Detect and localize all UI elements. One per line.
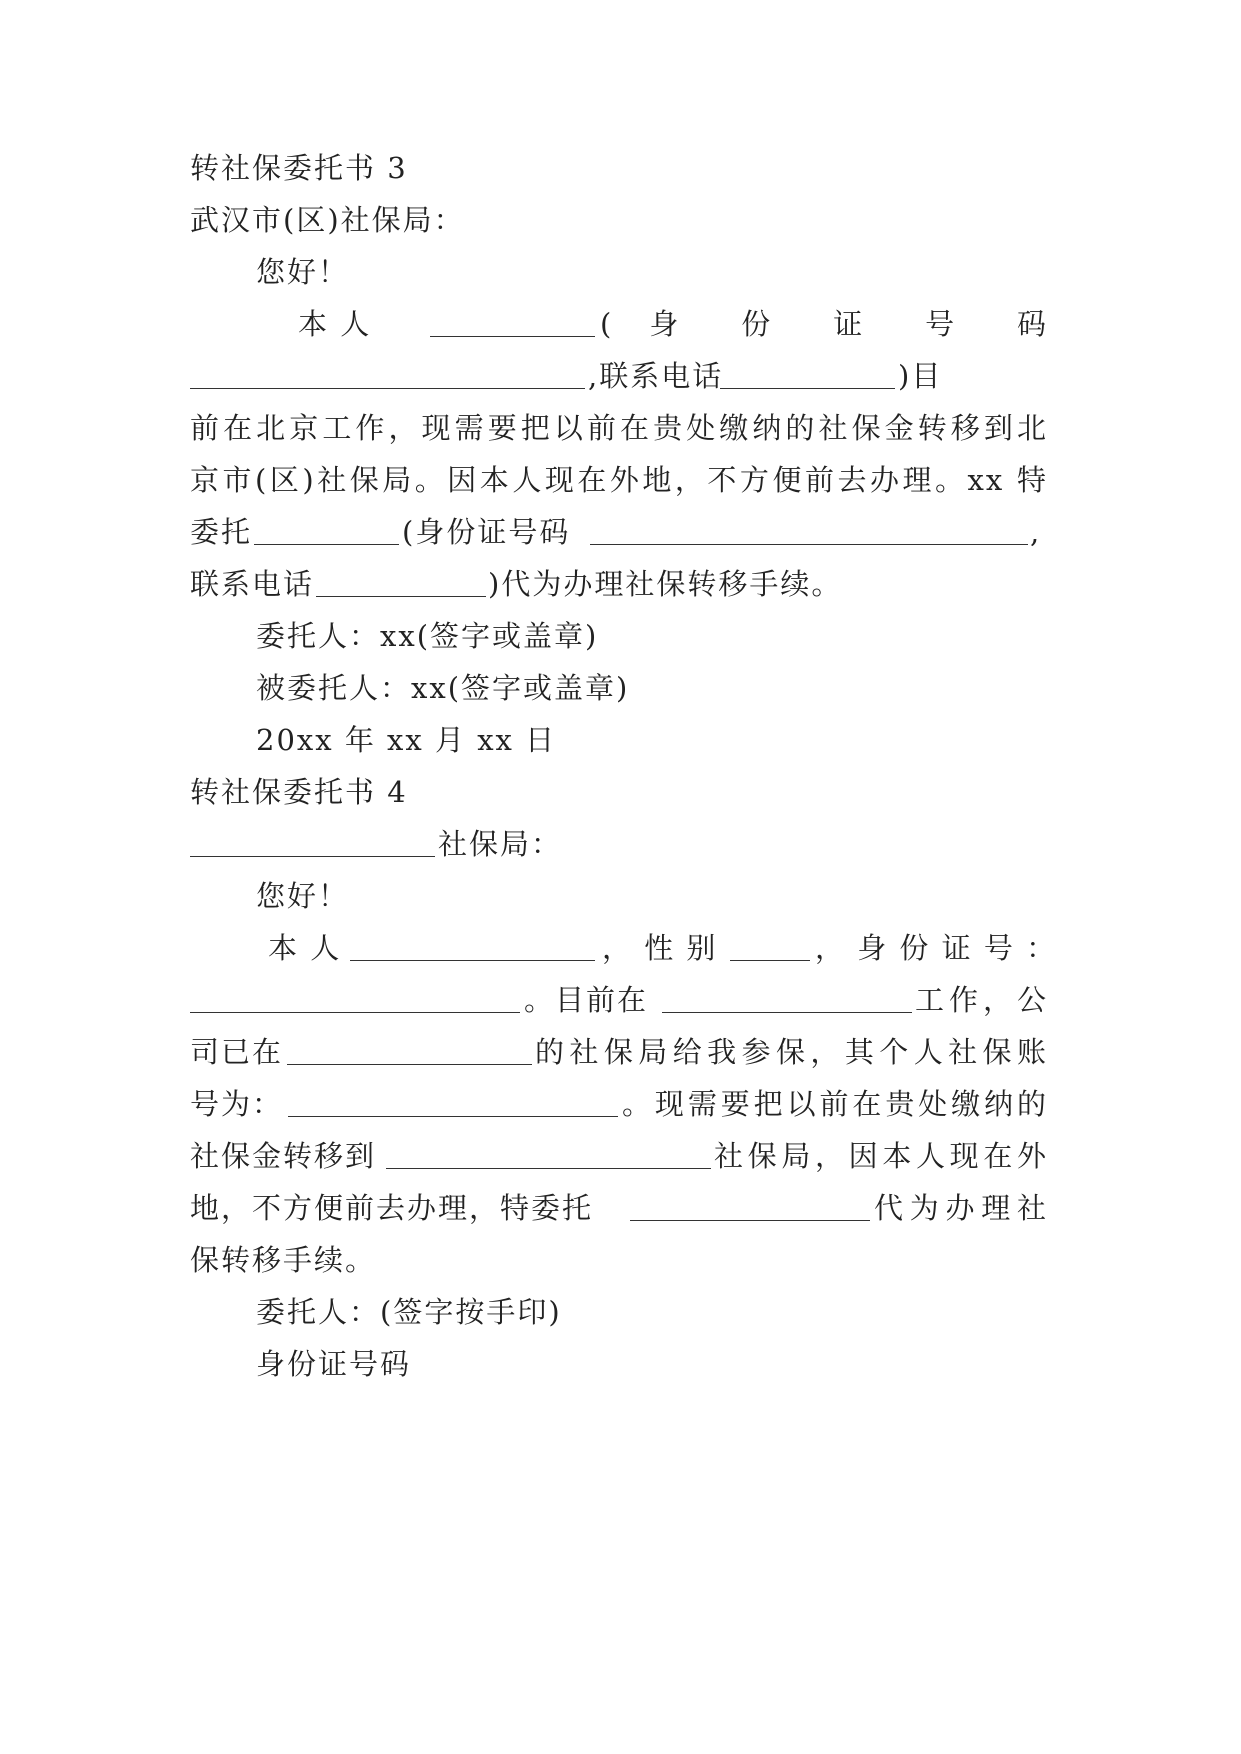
section4-greeting: 您好！ bbox=[256, 879, 350, 913]
section3-paragraph-line3: 前在北京工作，现需要把以前在贵处缴纳的社保金转移到北 bbox=[190, 411, 1048, 445]
text-segment: 。目前在 bbox=[524, 983, 649, 1017]
section3-principal: 委托人：xx(签字或盖章) bbox=[256, 619, 599, 653]
section3-date: 20xx 年 xx 月 xx 日 bbox=[256, 723, 557, 757]
bureau-blank bbox=[190, 828, 435, 857]
text-segment: 。现需要把以前在贵处缴纳的 bbox=[622, 1087, 1048, 1121]
section3-agent: 被委托人：xx(签字或盖章) bbox=[256, 671, 630, 705]
text-segment: ,联系电话 bbox=[588, 359, 724, 393]
name-blank bbox=[350, 932, 595, 961]
location-blank bbox=[287, 1036, 532, 1065]
section3-title: 转社保委托书 3 bbox=[190, 151, 408, 185]
text-segment: 号为： bbox=[190, 1087, 284, 1121]
section3-greeting: 您好！ bbox=[256, 255, 350, 289]
text-segment: ， 身 份 证 号 ： bbox=[815, 931, 1058, 965]
agent-name-blank bbox=[630, 1192, 870, 1221]
text-segment: , bbox=[1030, 515, 1042, 549]
text-segment: 委托 bbox=[190, 515, 253, 549]
text-segment: 联系电话 bbox=[190, 567, 315, 601]
section3-paragraph-line4: 京市(区)社保局。因本人现在外地，不方便前去办理。xx 特 bbox=[190, 463, 1048, 497]
section4-paragraph-line7: 保转移手续。 bbox=[190, 1243, 377, 1277]
text-segment: )目 bbox=[898, 359, 943, 393]
account-number-blank bbox=[288, 1088, 618, 1117]
phone-blank bbox=[720, 360, 895, 389]
text-segment: ( 身 份 证 号 码 bbox=[600, 307, 1048, 341]
id-number-blank bbox=[190, 360, 585, 389]
text-segment: 地，不方便前去办理，特委托 bbox=[190, 1191, 594, 1225]
text-segment: 工作，公 bbox=[915, 983, 1048, 1017]
text-segment: 社保金转移到 bbox=[190, 1139, 377, 1173]
text-segment: ， 性 别 bbox=[602, 931, 718, 965]
name-blank bbox=[430, 308, 595, 337]
text-segment: 司已在 bbox=[190, 1035, 284, 1069]
text-segment: )代为办理社保转移手续。 bbox=[488, 567, 843, 601]
gender-blank bbox=[730, 932, 810, 961]
agent-phone-blank bbox=[316, 568, 486, 597]
section3-addressee: 武汉市(区)社保局： bbox=[190, 203, 465, 237]
text-segment: 本 人 bbox=[268, 931, 342, 965]
agent-name-blank bbox=[254, 516, 399, 545]
target-bureau-blank bbox=[386, 1140, 711, 1169]
workplace-blank bbox=[662, 984, 912, 1013]
section4-title: 转社保委托书 4 bbox=[190, 775, 408, 809]
id-number-blank bbox=[190, 984, 520, 1013]
agent-id-blank bbox=[590, 516, 1028, 545]
text-segment: 代为办理社 bbox=[874, 1191, 1048, 1225]
text-segment: 社保局： bbox=[438, 827, 563, 861]
section4-principal: 委托人：(签字按手印) bbox=[256, 1295, 562, 1329]
text-segment: 社保局，因本人现在外 bbox=[714, 1139, 1048, 1173]
text-segment: (身份证号码 bbox=[402, 515, 571, 549]
text-segment: 的社保局给我参保，其个人社保账 bbox=[535, 1035, 1048, 1069]
section4-id-label: 身份证号码 bbox=[256, 1347, 412, 1381]
text-segment: 本 人 bbox=[298, 307, 372, 341]
